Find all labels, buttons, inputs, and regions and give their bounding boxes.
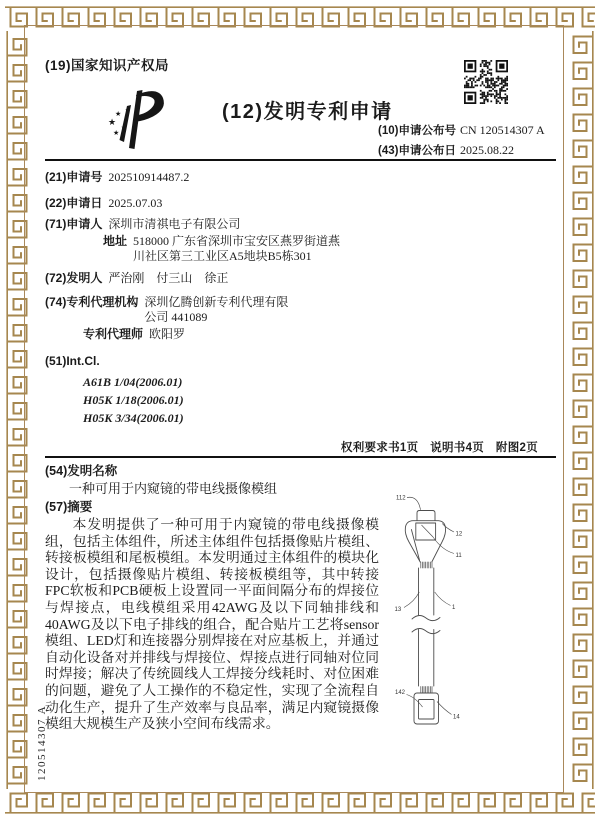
svg-text:★: ★: [121, 125, 126, 131]
applicant-row: [45, 217, 390, 232]
invention-section: [45, 463, 380, 733]
figure-break-line: [412, 628, 440, 633]
figure-top-cap: [417, 511, 435, 521]
bibliographic-fields: [45, 162, 390, 427]
abstract-text: 本发明提供了一种可用于内窥镜的带电线摄像模组，包括主体组件，所述主体组件包括摄像贴片模组、转接板模组和尾板模组。本发明通过主体组件的模块化设计，包括摄像贴片模组、转接板模组等，其中转接FPC软板和PCB硬板上设置同一平面间隔分布的焊接位与焊接点，电线模组采用42AWG及以下同轴排线和40AWG及以下电子排线的组合，配合贴片工艺将sensor模组、LED灯和连接器分别焊接在对应基板上，并通过自动化设备对并排线与焊接位、焊接点进行同轴对位同时焊接；解决了传统圆线人工焊接分线耗时、对位困难的问题，避免了人工操作的不稳定性，实现了全流程自动化生产，提升了生产效率与良品率，满足内窥镜摄像模组大规模生产及狭小空间布线需求。: [45, 517, 379, 732]
abstract-label: (57)摘要: [45, 500, 93, 514]
agent-name-value: 欧阳罗: [149, 327, 186, 341]
figure-lens-module: [416, 523, 436, 540]
publication-date-value: 2025.08.22: [459, 143, 514, 157]
inventors-label: (72)发明人: [45, 271, 103, 285]
horizontal-rule-top: [45, 159, 556, 161]
figure-connector-inner: [419, 700, 435, 720]
application-number-label: (21)申请号: [45, 170, 103, 184]
figure-ref-11: 11: [455, 553, 462, 559]
classification-item: A61B 1/04(2006.01): [83, 375, 183, 389]
svg-text:★: ★: [115, 110, 122, 118]
application-number-row: [45, 170, 390, 185]
agency-label: (74)专利代理机构: [45, 295, 139, 309]
figure-hatch-bottom: [421, 687, 432, 693]
publication-number-label: (10)申请公布号: [378, 125, 456, 137]
figure-cable-lower: [419, 630, 434, 687]
document-type-title: (12)发明专利申请: [222, 101, 393, 123]
classification-item: H05K 3/34(2006.01): [83, 411, 184, 425]
patent-office-name: (19)国家知识产权局: [45, 58, 170, 73]
patent-figure: [372, 466, 562, 773]
application-number-value: 202510914487.2: [108, 170, 190, 184]
applicant-label: (71)申请人: [45, 217, 103, 231]
side-publication-number: 120514307 A: [36, 704, 48, 782]
figure-ref-13: 13: [394, 607, 402, 613]
leader-1: [435, 592, 451, 606]
figure-ref-14: 14: [453, 714, 460, 721]
figure-break-line: [412, 615, 440, 620]
svg-text:★: ★: [120, 135, 125, 141]
classification-item: H05K 1/18(2006.01): [83, 393, 184, 407]
intcl-row: [45, 354, 390, 369]
leader-112: [407, 497, 421, 510]
address-label: 地址: [103, 234, 128, 248]
svg-text:★: ★: [125, 107, 129, 112]
applicant-value: 深圳市清祺电子有限公司: [108, 217, 241, 231]
agency-value: 深圳亿腾创新专利代理有限公司 441089: [144, 295, 289, 324]
figure-ref-142: 142: [395, 690, 406, 696]
publication-info: [378, 121, 545, 161]
inventors-row: [45, 271, 390, 286]
figure-camera-head: [405, 521, 445, 562]
cnipa-logo-icon: [106, 85, 178, 155]
border-right: [569, 31, 595, 789]
application-date-row: [45, 196, 390, 211]
horizontal-rule-middle: [45, 456, 556, 458]
qr-code-icon: [464, 60, 508, 104]
publication-number-value: CN 120514307 A: [459, 123, 545, 137]
leader-14: [437, 702, 452, 715]
svg-text:★: ★: [113, 129, 120, 137]
agent-title-label: 专利代理师: [83, 327, 144, 341]
figure-ref-1: 1: [452, 605, 456, 611]
address-row: [103, 234, 390, 264]
leader-142: [407, 695, 423, 708]
figure-ref-12: 12: [455, 531, 463, 538]
svg-text:★: ★: [108, 118, 117, 128]
leader-12: [442, 524, 454, 533]
application-date-label: (22)申请日: [45, 196, 103, 210]
address-value: 518000 广东省深圳市宝安区燕罗街道燕川社区第三工业区A5地块B5栋301: [133, 234, 341, 263]
figure-hatch-top: [421, 562, 432, 568]
intcl-label: (51)Int.Cl.: [45, 354, 100, 368]
agent-row: [83, 327, 390, 342]
agency-row: [45, 295, 390, 325]
figure-ref-112: 112: [396, 495, 406, 502]
publication-date-label: (43)申请公布日: [378, 145, 456, 157]
invention-title: 一种可用于内窥镜的带电线摄像模组: [69, 481, 278, 496]
figure-cable-upper: [419, 568, 434, 615]
leader-13: [404, 592, 419, 608]
inventors-value: 严治刚 付三山 徐正: [108, 271, 229, 285]
pages-summary: 权利要求书1页 说明书4页 附图2页: [340, 442, 538, 454]
application-date-value: 2025.07.03: [108, 196, 163, 210]
publication-number-row: [378, 121, 545, 141]
invention-title-label: (54)发明名称: [45, 464, 118, 478]
publication-date-row: [378, 141, 545, 161]
